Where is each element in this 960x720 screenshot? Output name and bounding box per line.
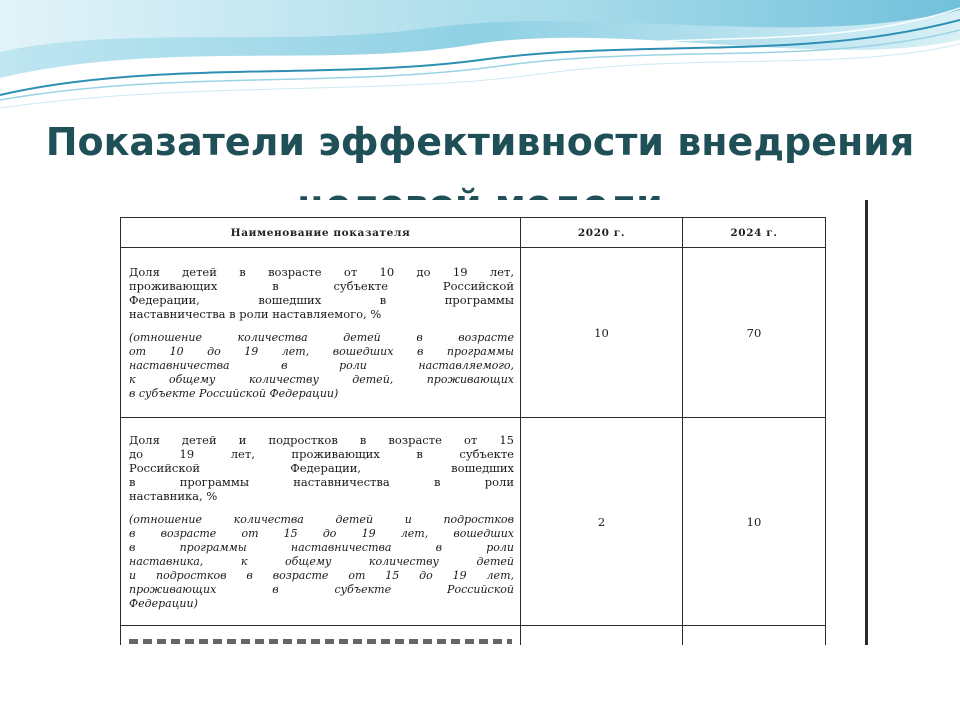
table-header-row <box>121 218 826 248</box>
value-2024: 10 <box>683 418 826 626</box>
decorative-waves <box>0 0 960 120</box>
scanned-table-image <box>112 200 874 645</box>
cut-off-text-fragment <box>129 639 512 644</box>
header-year-2020: 2020 г. <box>521 218 683 248</box>
indicator-note: (отношение количества детей и подростков <box>129 512 514 526</box>
scan-edge-line <box>865 200 868 645</box>
header-year-2024: 2024 г. <box>683 218 826 248</box>
value-2024: 70 <box>683 248 826 418</box>
indicator-description: Доля детей в возрасте от 10 до 19 лет, проживающих в субъекте Российской Федерации, вошедших в программы наставничества в роли наставляемого, % (отношение количества детей в возрасте от 10 до 19 лет, вошедших в программы наставничества в роли наставляемого, к общему количеству детей, проживающих в субъекте Российской Федерации) <box>121 248 521 418</box>
value-2020: 10 <box>521 248 683 418</box>
indicator-description: Доля детей и подростков в возрасте от 15 до 19 лет, проживающих в субъекте Российской Федерации, вошедших в программы наставничества в роли наставника, % (отношение количества детей и подростков в возрасте от 15 до 19 лет, вошедших в программы наставничества в роли наставника, к общему количеству детей и подростков в возрасте от 15 до 19 лет, проживающих в субъекте Российской Федерации) <box>121 418 521 626</box>
header-indicator-name: Наименование показателя <box>121 218 521 248</box>
slide-title-line-1: Показатели эффективности внедрения <box>45 120 915 165</box>
value-2020: 2 <box>521 418 683 626</box>
table-row-cut-off <box>121 626 826 646</box>
kpi-table <box>120 217 826 645</box>
table-row <box>121 248 826 418</box>
indicator-note: (отношение количества детей в возрасте <box>129 330 514 344</box>
table-row <box>121 418 826 626</box>
